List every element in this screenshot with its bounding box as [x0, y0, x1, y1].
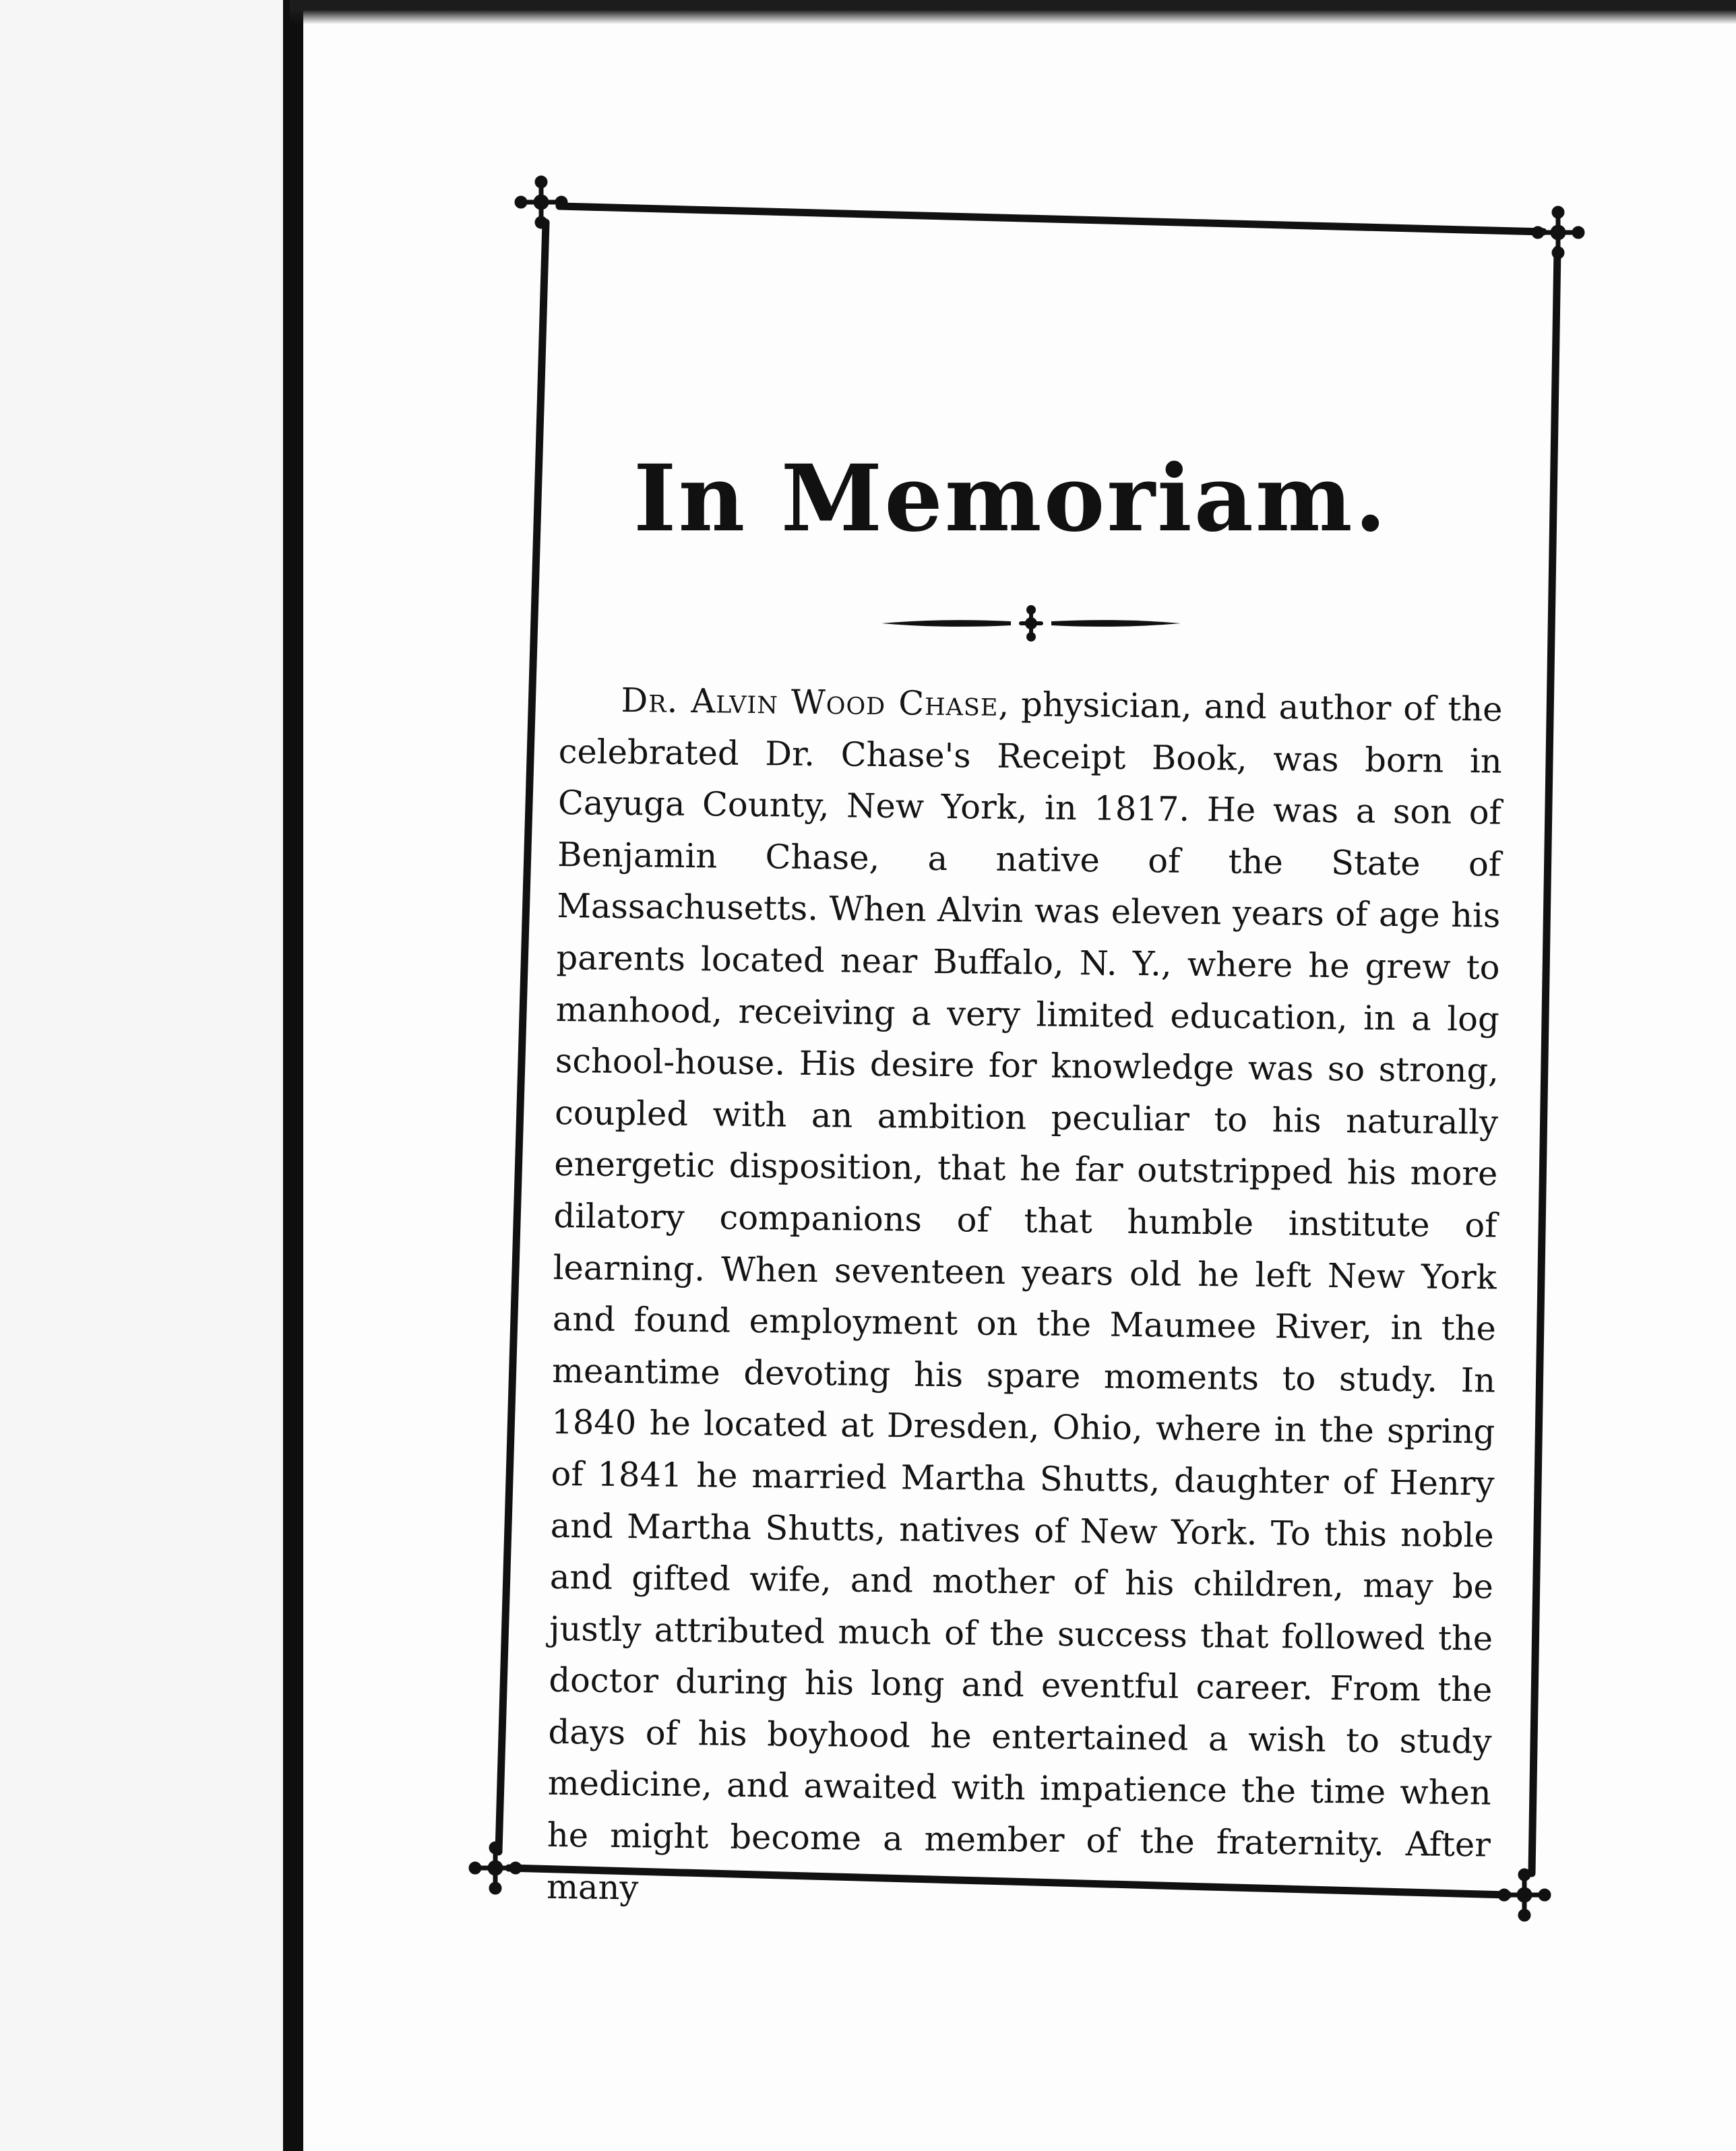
- page-title: In Memoriam.: [633, 445, 1389, 553]
- corner-cross-icon-bottom-right: [1500, 1871, 1549, 1919]
- biography-text: , physician, and author of the celebrated Dr. Chase's Receipt Book, was born in Cayuga County, New York, in 1817. He was a son of Benjamin Chase, a native of the State of Massachusetts. When Alvin was eleven years of age his parents located near Buffalo, N. Y., where he grew to manhood, receiving a very limited education, in a log school-house. His desire for knowledge was so strong, coupled with an ambition peculiar to his naturally energetic disposition, that he far outstripped his more dilatory companions of that humble institute of learning. When seventeen years old he left New York and found employment on the Maumee River, in the meantime devoting his spare moments to study. In 1840 he located at Dresden, Ohio, where in the spring of 1841 he married Martha Shutts, daughter of Henry and Martha Shutts, natives of New York. To this noble and gifted wife, and mother of his children, may be justly attributed much of the success that followed the doctor during his long and eventful career. From the days of his boyhood he entertained a wish to study medicine, and awaited with impatience the time when he might become a member of the fraternity. After many: [546, 684, 1503, 1907]
- book-gutter: [283, 0, 303, 2151]
- subject-name: Dr. Alvin Wood Chase: [621, 680, 999, 724]
- title-divider-ornament: [876, 603, 1186, 644]
- corner-cross-icon-bottom-left: [471, 1844, 520, 1892]
- facing-page-margin: [0, 0, 283, 2151]
- border-right-rule: [1532, 249, 1557, 1873]
- biography-paragraph: [546, 674, 1503, 1907]
- corner-cross-icon-top-right: [1534, 208, 1582, 257]
- border-top-rule: [559, 206, 1543, 232]
- scan-top-shadow: [290, 0, 1736, 24]
- corner-cross-icon-top-left: [517, 178, 565, 226]
